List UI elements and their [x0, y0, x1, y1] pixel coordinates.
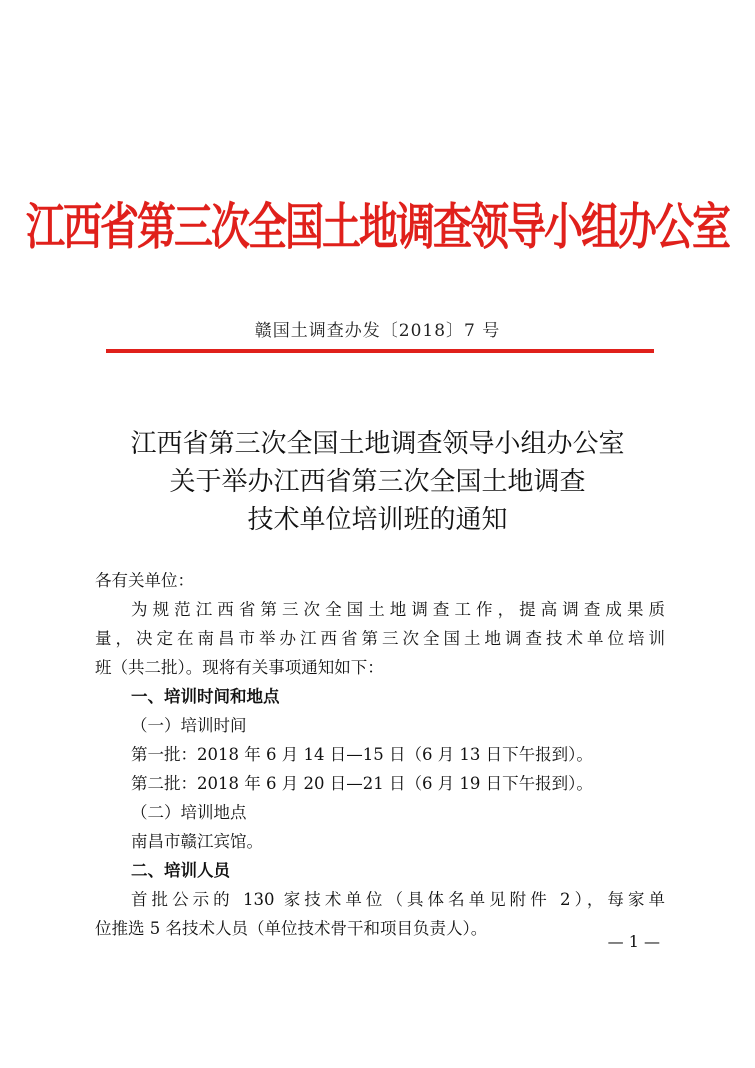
salutation: 各有关单位： [95, 571, 194, 590]
personnel-paragraph-line-1: 首批公示的 130 家技术单位（具体名单见附件 2），每家单 [131, 890, 665, 909]
title-line-2: 关于举办江西省第三次全国土地调查 [169, 467, 586, 497]
section-heading-personnel: 二、培训人员 [131, 861, 230, 880]
issuing-organization-header: 江西省第三次全国土地调查领导小组办公室 [25, 198, 729, 257]
document-number: 赣国土调查办发〔2018〕7 号 [254, 321, 501, 341]
training-location: 南昌市赣江宾馆。 [131, 832, 263, 851]
batch-1-dates: 第一批：2018 年 6 月 14 日—15 日（6 月 13 日下午报到）。 [131, 745, 593, 764]
document-body [95, 566, 665, 943]
batch-2-dates: 第二批：2018 年 6 月 20 日—21 日（6 月 19 日下午报到）。 [131, 774, 593, 793]
subheading-training-time: （一）培训时间 [131, 716, 247, 735]
intro-paragraph-line-1: 为规范江西省第三次全国土地调查工作，提高调查成果质 [131, 600, 665, 619]
personnel-paragraph-line-2: 位推选 5 名技术人员（单位技术骨干和项目负责人）。 [95, 919, 488, 938]
subheading-training-location: （二）培训地点 [131, 803, 247, 822]
intro-paragraph-line-2: 量，决定在南昌市举办江西省第三次全国土地调查技术单位培训 [95, 629, 665, 648]
title-line-1: 江西省第三次全国土地调查领导小组办公室 [130, 429, 625, 459]
document-title [0, 425, 755, 539]
section-heading-training-time-place: 一、培训时间和地点 [131, 687, 280, 706]
red-separator-line [106, 349, 654, 353]
page-number: — 1 — [607, 932, 660, 951]
intro-paragraph-line-3: 班（共二批）。现将有关事项通知如下： [95, 658, 384, 677]
title-line-3: 技术单位培训班的通知 [247, 505, 508, 535]
